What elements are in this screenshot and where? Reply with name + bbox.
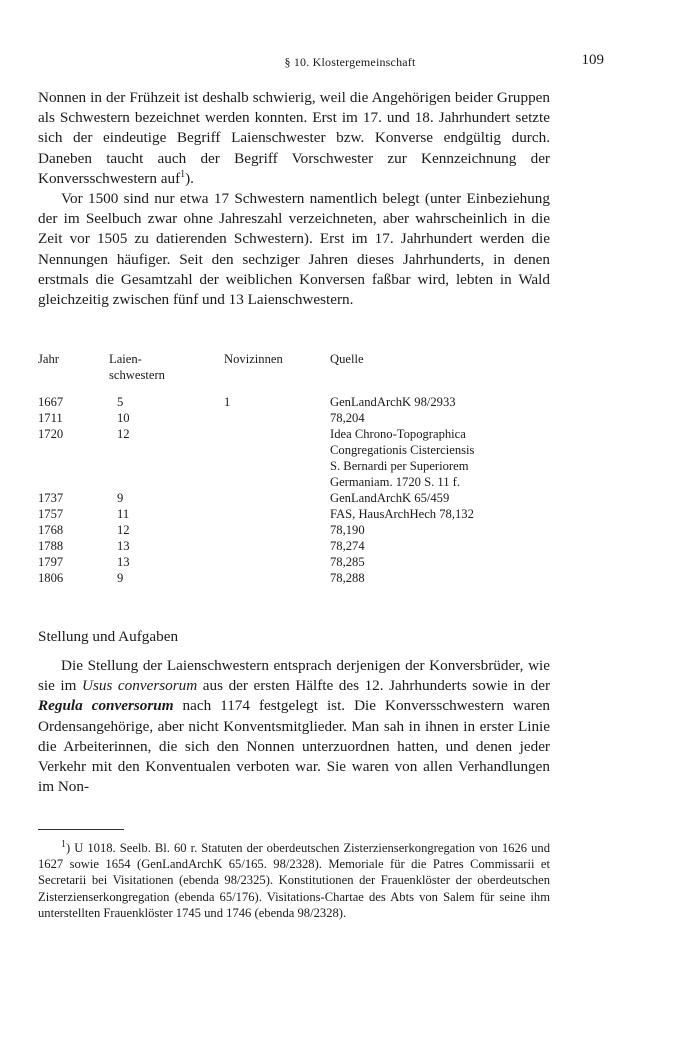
- running-title: § 10. Klostergemeinschaft: [284, 55, 416, 69]
- cell-source: [330, 410, 550, 426]
- paragraph-1: [38, 88, 550, 189]
- header-novices: Novizinnen: [224, 352, 283, 366]
- section-heading: Stellung und Aufgaben: [38, 628, 179, 645]
- cell-year: 1788: [38, 539, 64, 553]
- lay-sisters-table: [38, 351, 558, 586]
- table-row: [38, 570, 558, 586]
- cell-lay-sisters: 10: [117, 411, 130, 425]
- cell-year: 1757: [38, 507, 64, 521]
- page-number: 109: [581, 52, 604, 68]
- cell-lay-sisters: 9: [117, 491, 124, 505]
- cell-source: [330, 426, 550, 490]
- usus-conversorum: Usus conversorum: [82, 677, 198, 695]
- cell-novices: 1: [224, 395, 231, 409]
- cell-lay-sisters: 13: [117, 539, 130, 553]
- paragraph-1-tail: ).: [185, 169, 194, 187]
- paragraph-3: Die Stellung der Laienschwestern entsprach derjenigen der Konversbrüder, wie sie im Usus conversorum aus der ersten Hälfte des 12. Jahrhunderts sowie in der Regula conversorum nach 1174 festgelegt ist. Die Konversschwestern waren Ordensangehörige, aber nicht Konventsmitglieder. Man sah in ihnen in erster Linie die Arbeiterinnen, die sich den Nonnen unterzuordnen hatten, und denen jeder Verkehr mit den Konventualen verboten war. Sie waren von allen Verhandlungen im Non-: [38, 657, 550, 796]
- table-row: [38, 522, 558, 538]
- table-header-row: [38, 351, 558, 385]
- source-line: GenLandArchK 65/459: [330, 491, 450, 505]
- source-line: S. Bernardi per Superiorem: [330, 459, 469, 473]
- cell-year: 1667: [38, 395, 64, 409]
- footnote-1: $^1$) U 1018. Seelb. Bl. 60 r. Statuten der oberdeutschen Zisterzienserkongregation von 1626 und 1627 sowie 1654 (GenLandArchK 65/165. 98/2328). Memoriale für die Patres Commissarii et Secretarii bei Visitationen (ebenda 98/2325). Konstitutionen der Frauenklöster der oberdeutschen Zisterzienserkongregation (ebenda 65/176). Visitations-Chartae des Abts von Salem für seine ihm unterstellten Frauenklöster 1745 und 1746 (ebenda 98/2328).: [38, 838, 550, 920]
- cell-lay-sisters: 5: [117, 395, 124, 409]
- footnote-1-marker: 1: [61, 838, 66, 850]
- source-line: Germaniam. 1720 S. 11 f.: [330, 475, 460, 489]
- source-line: GenLandArchK 98/2933: [330, 395, 456, 409]
- body-text-bottom: [38, 656, 550, 797]
- book-page: [38, 0, 662, 1042]
- footnote-divider: [38, 829, 124, 830]
- table-body: [38, 394, 558, 586]
- source-line: Congregationis Cisterciensis: [330, 443, 475, 457]
- source-line: 78,285: [330, 555, 365, 569]
- cell-year: 1737: [38, 491, 64, 505]
- regula-conversorum: Regula conversorum: [38, 697, 174, 715]
- cell-source: [330, 490, 550, 506]
- header-source: Quelle: [330, 352, 364, 366]
- cell-source: [330, 554, 550, 570]
- cell-source: [330, 394, 550, 410]
- cell-lay-sisters: 11: [117, 507, 130, 521]
- source-line: FAS, HausArchHech 78,132: [330, 507, 474, 521]
- cell-source: [330, 506, 550, 522]
- source-line: 78,274: [330, 539, 365, 553]
- cell-year: 1711: [38, 411, 63, 425]
- cell-year: 1806: [38, 571, 64, 585]
- paragraph-2: Vor 1500 sind nur etwa 17 Schwestern namentlich belegt (unter Einbeziehung der im Seelbuch zwar ohne Jahreszahl verzeichneten, aber wahrscheinlich in die Zeit vor 1505 zu datierenden Schwestern). Erst im 17. Jahrhundert werden die Nennungen häufiger. Seit den sechziger Jahren dieses Jahrhunderts, in denen erstmals die Gesamtzahl der weiblichen Konversen faßbar wird, lebten in Wald gleichzeitig zwischen fünf und 13 Laienschwestern.: [38, 190, 550, 309]
- cell-lay-sisters: 12: [117, 427, 130, 441]
- cell-lay-sisters: 13: [117, 555, 130, 569]
- source-line: 78,204: [330, 411, 365, 425]
- paragraph-1-text: Nonnen in der Frühzeit ist deshalb schwierig, weil die Angehörigen beider Gruppen als Schwestern bezeichnet werden konnten. Erst im 17. und 18. Jahrhundert setzte sich der eindeutige Begriff Laienschwester bzw. Konverse endgültig durch. Daneben taucht auch der Begriff Vorschwester zur Kennzeichnung der Konversschwestern auf: [38, 89, 550, 187]
- body-text-top: [38, 88, 550, 310]
- running-head: [38, 52, 662, 72]
- table-row: [38, 554, 558, 570]
- table-row: [38, 506, 558, 522]
- table-row: [38, 394, 558, 410]
- table-row: [38, 538, 558, 554]
- source-line: 78,288: [330, 571, 365, 585]
- table-row: [38, 426, 558, 490]
- header-year: Jahr: [38, 352, 59, 366]
- table-row: [38, 410, 558, 426]
- table-row: [38, 490, 558, 506]
- cell-year: 1768: [38, 523, 64, 537]
- source-line: 78,190: [330, 523, 365, 537]
- cell-lay-sisters: 12: [117, 523, 130, 537]
- cell-lay-sisters: 9: [117, 571, 124, 585]
- cell-source: [330, 522, 550, 538]
- header-lay-sisters: Laien- schwestern: [109, 352, 165, 382]
- source-line: Idea Chrono-Topographica: [330, 427, 466, 441]
- cell-year: 1720: [38, 427, 64, 441]
- cell-year: 1797: [38, 555, 64, 569]
- footnote-1-text: U 1018. Seelb. Bl. 60 r. Statuten der oberdeutschen Zisterzienserkongregation von 1626 und 1627 sowie 1654 (GenLandArchK 65/165. 98/2328). Memoriale für die Patres Commissarii et Secretarii bei Visitationen (ebenda 98/2325). Konstitutionen der Frauenklöster der oberdeutschen Zisterzienserkongregation (ebenda 65/176). Visitations-Chartae des Abts von Salem für seine ihm unterstellten Frauenklöster 1745 und 1746 (ebenda 98/2328).: [38, 841, 550, 920]
- cell-source: [330, 538, 550, 554]
- cell-source: [330, 570, 550, 586]
- footnote-marker: 1: [180, 168, 186, 180]
